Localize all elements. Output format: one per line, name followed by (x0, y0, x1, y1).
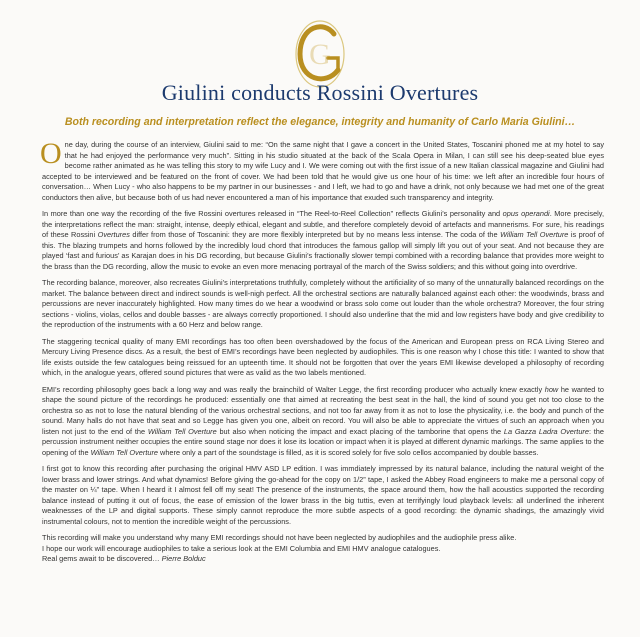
p5-emphasis-2: William Tell Overture (147, 426, 217, 436)
closing-line-2: I hope our work will encourage audiophiles to take a serious look at the EMI Columbia and EMI HMV analogue catalogues. (42, 543, 441, 553)
article-body (40, 137, 604, 571)
p2-emphasis-1: opus operandi (502, 209, 550, 218)
p5-text-b: he wanted to shape the sound picture of the recordings he produced: essentially one that aimed at recreating the best seat in the hall, the kind of sound you get not too close to the orchestra so as not to lose the natural blending of the various orchestral sections, and not too far away from it as not to lose the physicality, i.e. the body and punch of the sound. Many halls do not have that seat and so Legge has given you one, albeit on record. You will also be able to appreciate the virtues of such an approach when you listen not just to the end of the (42, 384, 604, 436)
page-title: Giulini conducts Rossini Overtures (161, 80, 479, 105)
p5-text-e: where only a part of the soundstage is filled, as it is scored solely for five solo cellos accompanied by double basses. (158, 447, 539, 457)
p5-emphasis-1: how (544, 384, 559, 394)
p2-emphasis-2: Overtures (97, 230, 130, 239)
paragraph-1-text: ne day, during the course of an interview, Giulini said to me: “On the same night that I gave a concert in the United States, Toscanini phoned me at my hotel to say that he had enjoyed the performance very much”. Sitting in his studio situated at the back of the Scala Opera in Milan, I can still see his deep-seated blue eyes become rather animated as he was telling this story to my wife Lucy and I. We were coming out with the first issue of a new Italian classical magazine and Giulini had accepted to be interviewed and be featured on the front of cover. We had been told that he would give us one hour of his time: we left after an incredible four hours of conversation… When Lucy - who also happens to be my partner in our businesses - and I left, we had to go and have a drink, not only because we had met one of the great conductors then alive, but because both of us had never encountered a man of his importance that exuded such transparency and integrity. (42, 140, 604, 202)
drop-cap: O (40, 137, 62, 170)
subtitle-tagline: Both recording and interpretation reflect the elegance, integrity and humanity of Carlo Maria Giulini… (64, 116, 576, 128)
logo-letter: G (309, 38, 331, 71)
p2-emphasis-3: William Tell Overture (500, 230, 569, 239)
p2-text-c: differ from those of Toscanini: they are more flexibly interpreted but by no means less intense. The coda of the (129, 230, 501, 239)
p2-text-a: In more than one way the recording of the five Rossini overtures released in “The Reel-to-Reel Collection” reflects Giulini’s personality and (42, 209, 503, 218)
paragraph-2 (42, 209, 604, 272)
p5-text-c: but also when noticing the impact and exact placing of the tamborine that opens the (216, 426, 504, 436)
paragraph-3: The recording balance, moreover, also recreates Giulini’s interpretations truthfully, completely without the artificiality of so many of the unnaturally balanced recordings on the market. The balance between direct and indirect sounds is well-nigh perfect. All the orchestral sections are naturally balanced against each other: the woodwinds, brass and percussions are never inaccurately highlighted. How many times do we hear a woodwind or brass solo come out louder than the whole orchestra? Moreover, the four string sections - violins, violas, cellos and double basses - are always correctly proportioned. I should also underline that the mid and low registers have body and give credibility to the reproduction of the instruments with a 60 Herz and below range. (42, 278, 604, 329)
p5-text-a: EMI’s recording philosophy goes back a long way and was really the brainchild of Walter Legge, the first recording producer who actually knew exactly (42, 384, 545, 394)
p2-text-b: . More precisely, the interpretations reflect the man: straight, intense, deeply ethical, elegant and subtle, and therefore completely devoid of artefacts and mannerisms. For sure, his readings of these Rossini (42, 209, 604, 239)
paragraph-7 (42, 533, 604, 565)
p5-emphasis-3: La Gazza Ladra Overture (503, 426, 589, 436)
paragraph-5 (42, 385, 604, 459)
paragraph-6: I first got to know this recording after purchasing the original HMV ASD LP edition. I was immdiately impressed by its natural balance, including the natural weight of the lower brass and lower strings. And what dynamics! Before giving the go-ahead for the copy on 1/2” tape, I asked the Abbey Road engineers to make me a personal copy of the master on ¼” tape. When I heard it I almost fell off my seat! The presence of the instruments, the space around them, how the hall acoustics supported the recording balance instead of putting it out of focus, the ease of emission of the lower brass in the big tuttis, even at terrifyingly loud playback levels: all underlined the inherent weaknesses of the LP and digital supports. These simply cannot reproduce the more subtle aspects of a good recording: the dynamic shadings, the amazingly vivid instrumental colours, not to mention the incredible weight of the percussions. (42, 464, 604, 526)
p2-text-d: is proof of this. The blazing trumpets and horns followed by the incredibly loud chord that introduces the famous gallop will simply lift you out of your seat. And not because they are played ‘fast and furious’ as Karajan does in his DG recording, but because Giulini’s fractionally slower tempi combined with a recording balance that provides more weight to the brass than the DG recording, allow the music to evoke an even more menacing portrayal of the march of the Swiss soldiers; and this without going into overdrive. (42, 230, 604, 271)
p5-text-d: : the percussion instrument neither occupies the entire sound stage nor does it lose its location or impact when it is played at different dynamic markings. The same applies to the opening of the (42, 426, 604, 457)
paragraph-1 (40, 137, 604, 203)
author-signature: Pierre Bolduc (161, 554, 206, 563)
closing-line-1: This recording will make you understand why many EMI recordings should not have been neglected by audiophiles and the audiophile press alike. (42, 533, 517, 542)
paragraph-4: The staggering tecnical quality of many EMI recordings has too often been overshadowed by the focus of the American and European press on RCA Living Stereo and Mercury Living Presence discs. As a result, the best of EMI’s recordings have been neglected by audiophiles. This is one reason why I chose this title: I wanted to show that life exists outside the few catalogues being reissued for an upteenth time. It should not be forgotten that over the years EMI likewise developed a philosophy of recording which, in the analogue years, offered sound pictures that were as valid as the two labels mentioned. (42, 336, 604, 377)
closing-line-3: Real gems await to be discovered… (42, 554, 162, 563)
p5-emphasis-4: William Tell Overture (90, 447, 158, 457)
